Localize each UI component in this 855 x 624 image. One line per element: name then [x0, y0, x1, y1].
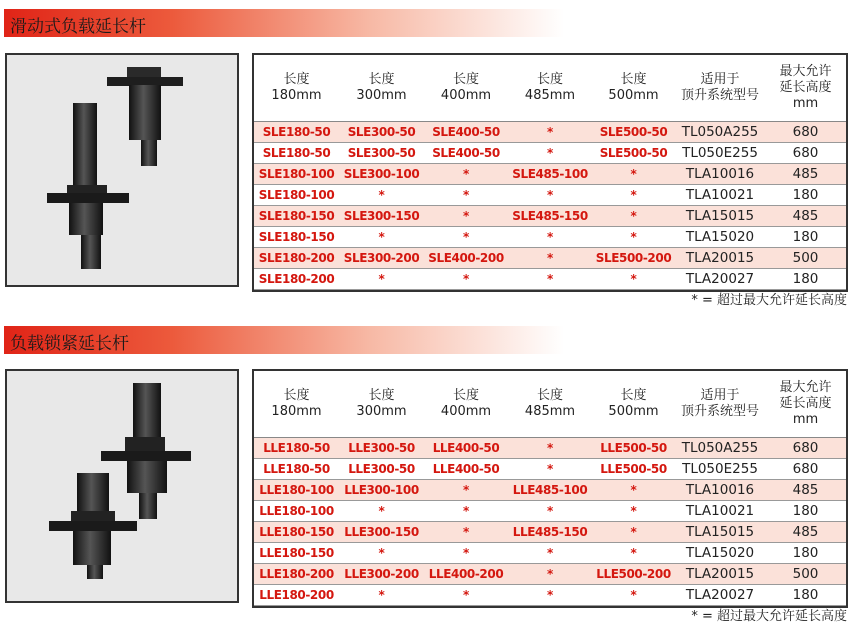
part-number-cell: *: [508, 227, 592, 248]
table-row: [254, 185, 846, 206]
max-height-cell: 680: [765, 459, 846, 480]
part-number-cell: *: [424, 185, 508, 206]
part-number-cell: LLE300-100: [339, 480, 424, 501]
table-row: [254, 480, 846, 501]
model-cell: TLA15020: [675, 543, 765, 564]
part-number-cell: *: [592, 206, 675, 227]
part-number-cell: *: [339, 269, 424, 290]
col-header-500: 长度 500mm: [592, 371, 675, 438]
footnote: * = 超过最大允许延长高度: [691, 609, 847, 624]
model-cell: TLA15020: [675, 227, 765, 248]
extension-rod-image: [7, 371, 237, 601]
part-number-cell: *: [339, 501, 424, 522]
table-row: [254, 269, 846, 290]
part-number-cell: *: [424, 585, 508, 606]
table-row: [254, 248, 846, 269]
model-cell: TLA15015: [675, 522, 765, 543]
part-number-cell: *: [508, 543, 592, 564]
extension-rod-image: [7, 55, 237, 285]
model-cell: TLA10016: [675, 480, 765, 501]
part-number-cell: SLE300-100: [339, 164, 424, 185]
max-height-cell: 180: [765, 585, 846, 606]
max-height-cell: 500: [765, 248, 846, 269]
part-number-cell: *: [424, 480, 508, 501]
max-height-cell: 680: [765, 438, 846, 459]
part-number-cell: LLE300-200: [339, 564, 424, 585]
part-number-cell: LLE400-50: [424, 459, 508, 480]
table-row: [254, 122, 846, 143]
model-cell: TLA20027: [675, 269, 765, 290]
part-number-cell: LLE180-100: [254, 480, 339, 501]
part-number-cell: LLE300-150: [339, 522, 424, 543]
part-number-cell: SLE400-50: [424, 122, 508, 143]
part-number-cell: *: [592, 585, 675, 606]
col-header-485: 长度 485mm: [508, 55, 592, 122]
product-photo: [5, 53, 239, 287]
part-number-cell: SLE485-150: [508, 206, 592, 227]
part-number-cell: LLE485-100: [508, 480, 592, 501]
model-cell: TLA10016: [675, 164, 765, 185]
part-number-cell: LLE400-200: [424, 564, 508, 585]
max-height-cell: 485: [765, 164, 846, 185]
max-height-cell: 680: [765, 143, 846, 164]
table-row: [254, 522, 846, 543]
table-row: [254, 585, 846, 606]
col-header-300: 长度 300mm: [339, 371, 424, 438]
table-row: [254, 564, 846, 585]
model-cell: TLA10021: [675, 501, 765, 522]
max-height-cell: 180: [765, 269, 846, 290]
part-number-cell: SLE180-150: [254, 227, 339, 248]
part-number-cell: *: [424, 543, 508, 564]
part-number-cell: LLE500-50: [592, 459, 675, 480]
part-number-cell: SLE400-50: [424, 143, 508, 164]
col-header-485: 长度 485mm: [508, 371, 592, 438]
part-number-cell: *: [508, 585, 592, 606]
part-number-cell: SLE300-50: [339, 122, 424, 143]
part-number-cell: SLE400-200: [424, 248, 508, 269]
section-header-bar: [4, 9, 564, 37]
part-number-cell: LLE180-150: [254, 522, 339, 543]
footnote: * = 超过最大允许延长高度: [691, 293, 847, 308]
part-number-cell: LLE180-200: [254, 564, 339, 585]
table-row: [254, 164, 846, 185]
part-number-cell: LLE180-50: [254, 459, 339, 480]
part-number-cell: *: [508, 501, 592, 522]
table-row: [254, 459, 846, 480]
model-cell: TLA15015: [675, 206, 765, 227]
part-number-cell: SLE180-50: [254, 122, 339, 143]
part-number-cell: *: [592, 522, 675, 543]
part-number-cell: SLE485-100: [508, 164, 592, 185]
max-height-cell: 485: [765, 206, 846, 227]
part-number-cell: LLE500-200: [592, 564, 675, 585]
part-number-cell: LLE485-150: [508, 522, 592, 543]
table-row: [254, 543, 846, 564]
col-header-300: 长度 300mm: [339, 55, 424, 122]
col-header-400: 长度 400mm: [424, 55, 508, 122]
part-number-cell: LLE180-200: [254, 585, 339, 606]
model-cell: TL050A255: [675, 438, 765, 459]
col-header-180: 长度 180mm: [254, 371, 339, 438]
part-number-cell: *: [508, 438, 592, 459]
part-number-cell: *: [508, 564, 592, 585]
part-number-cell: *: [592, 543, 675, 564]
max-height-cell: 485: [765, 480, 846, 501]
max-height-cell: 180: [765, 501, 846, 522]
part-number-cell: LLE180-150: [254, 543, 339, 564]
part-number-cell: LLE400-50: [424, 438, 508, 459]
model-cell: TLA10021: [675, 185, 765, 206]
part-number-cell: SLE180-200: [254, 248, 339, 269]
part-number-cell: *: [424, 522, 508, 543]
part-number-cell: *: [592, 164, 675, 185]
part-number-cell: SLE300-50: [339, 143, 424, 164]
max-height-cell: 180: [765, 185, 846, 206]
spec-table: [252, 53, 848, 292]
table-row: [254, 143, 846, 164]
part-number-cell: *: [424, 501, 508, 522]
table-header-row: [254, 55, 846, 122]
part-number-cell: *: [339, 227, 424, 248]
max-height-cell: 500: [765, 564, 846, 585]
col-header-400: 长度 400mm: [424, 371, 508, 438]
part-number-cell: SLE500-50: [592, 122, 675, 143]
part-number-cell: LLE180-100: [254, 501, 339, 522]
table-row: [254, 501, 846, 522]
part-number-cell: SLE500-200: [592, 248, 675, 269]
part-number-cell: SLE180-50: [254, 143, 339, 164]
part-number-cell: *: [424, 227, 508, 248]
model-cell: TLA20015: [675, 564, 765, 585]
part-number-cell: SLE500-50: [592, 143, 675, 164]
max-height-cell: 680: [765, 122, 846, 143]
part-number-cell: SLE300-200: [339, 248, 424, 269]
part-number-cell: *: [592, 480, 675, 501]
model-cell: TL050A255: [675, 122, 765, 143]
col-header-max-height: 最大允许 延长高度 mm: [765, 55, 846, 122]
table-row: [254, 206, 846, 227]
part-number-cell: *: [424, 164, 508, 185]
part-number-cell: *: [339, 185, 424, 206]
part-number-cell: *: [339, 585, 424, 606]
table-row: [254, 227, 846, 248]
model-cell: TL050E255: [675, 143, 765, 164]
col-header-model: 适用于 顶升系统型号: [675, 55, 765, 122]
max-height-cell: 180: [765, 543, 846, 564]
part-number-cell: *: [424, 206, 508, 227]
part-number-cell: *: [592, 501, 675, 522]
section-header-bar: [4, 326, 564, 354]
part-number-cell: *: [508, 185, 592, 206]
max-height-cell: 180: [765, 227, 846, 248]
part-number-cell: LLE300-50: [339, 459, 424, 480]
part-number-cell: SLE180-100: [254, 185, 339, 206]
table-header-row: [254, 371, 846, 438]
col-header-model: 适用于 顶升系统型号: [675, 371, 765, 438]
product-photo: [5, 369, 239, 603]
part-number-cell: *: [339, 543, 424, 564]
part-number-cell: LLE180-50: [254, 438, 339, 459]
part-number-cell: *: [592, 269, 675, 290]
model-cell: TLA20027: [675, 585, 765, 606]
part-number-cell: *: [508, 248, 592, 269]
table-row: [254, 438, 846, 459]
part-number-cell: SLE300-150: [339, 206, 424, 227]
section-title: 滑动式负载延长杆: [10, 17, 146, 37]
part-number-cell: *: [592, 227, 675, 248]
model-cell: TL050E255: [675, 459, 765, 480]
part-number-cell: SLE180-150: [254, 206, 339, 227]
part-number-cell: *: [508, 269, 592, 290]
part-number-cell: *: [592, 185, 675, 206]
part-number-cell: *: [424, 269, 508, 290]
part-number-cell: LLE300-50: [339, 438, 424, 459]
col-header-500: 长度 500mm: [592, 55, 675, 122]
max-height-cell: 485: [765, 522, 846, 543]
section-title: 负载锁紧延长杆: [10, 334, 129, 354]
model-cell: TLA20015: [675, 248, 765, 269]
part-number-cell: LLE500-50: [592, 438, 675, 459]
part-number-cell: *: [508, 459, 592, 480]
col-header-180: 长度 180mm: [254, 55, 339, 122]
part-number-cell: *: [508, 122, 592, 143]
part-number-cell: SLE180-200: [254, 269, 339, 290]
part-number-cell: *: [508, 143, 592, 164]
part-number-cell: SLE180-100: [254, 164, 339, 185]
col-header-max-height: 最大允许 延长高度 mm: [765, 371, 846, 438]
spec-table: [252, 369, 848, 608]
